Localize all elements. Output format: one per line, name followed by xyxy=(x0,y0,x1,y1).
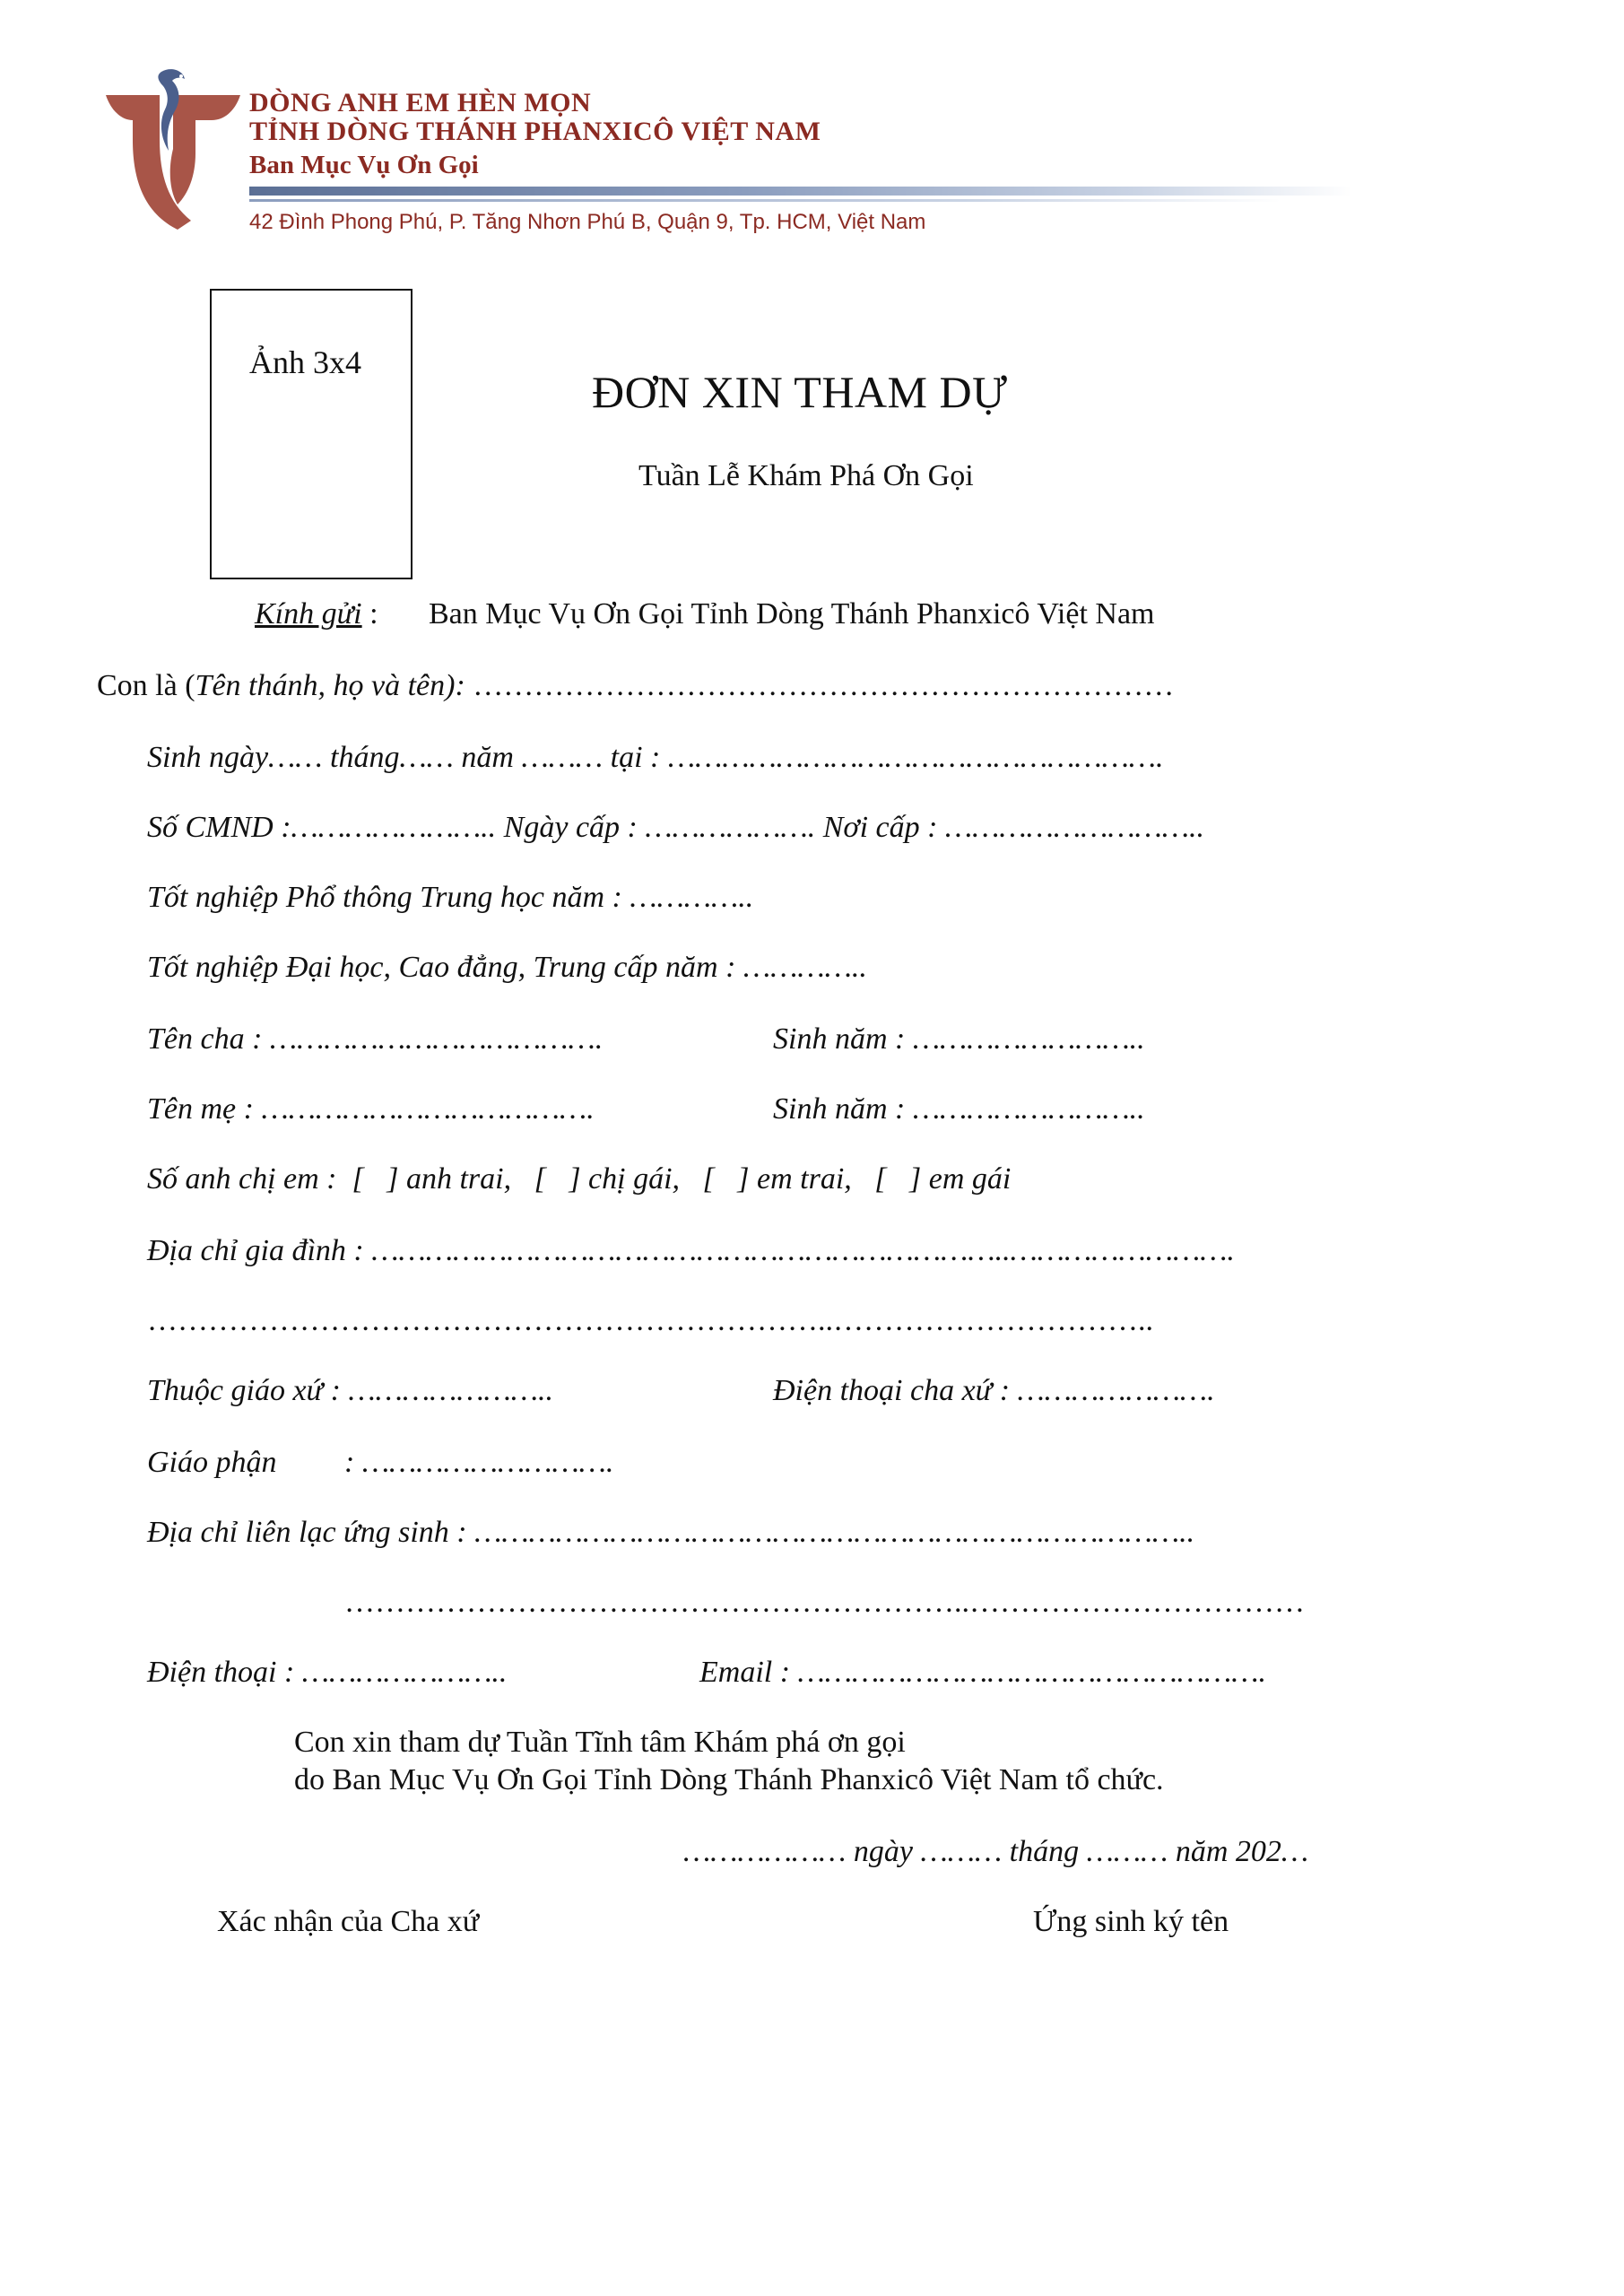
family-address-field: Địa chỉ gia đình : ……………………………………………………………..……………………. xyxy=(147,1234,1235,1267)
applicant-signature: Ứng sinh ký tên xyxy=(1033,1905,1229,1938)
high-school-field: Tốt nghiệp Phổ thông Trung học năm : ………….. xyxy=(147,881,754,914)
name-prefix: Con là ( xyxy=(97,669,195,702)
recipient-value: Ban Mục Vụ Ơn Gọi Tỉnh Dòng Thánh Phanxicô Việt Nam xyxy=(429,597,1155,631)
birth-field: Sinh ngày…… tháng…… năm ……… tại : ………………………………………………. xyxy=(147,741,1164,774)
father-name-field: Tên cha : ………………………………. xyxy=(147,1022,604,1056)
id-card-field: Số CMND :………………….. Ngày cấp : ………………. Nơi cấp : ……………………….. xyxy=(147,811,1205,844)
family-address-continued: …………………………………………………………..………………………….. xyxy=(147,1304,1153,1337)
photo-label: Ảnh 3x4 xyxy=(249,344,361,380)
org-name-line1: DÒNG ANH EM HÈN MỌN xyxy=(249,88,592,117)
parish-field: Thuộc giáo xứ : ………………….. xyxy=(147,1374,554,1407)
father-birth-field: Sinh năm : …………………….. xyxy=(773,1022,1145,1056)
request-line-1: Con xin tham dự Tuần Tĩnh tâm Khám phá ơn gọi xyxy=(294,1726,906,1759)
recipient-label: Kính gửi xyxy=(255,597,362,631)
phone-field: Điện thoại : ………………….. xyxy=(147,1656,508,1689)
siblings-field: Số anh chị em : [ ] anh trai, [ ] chị gái, [ ] em trai, [ ] em gái xyxy=(147,1162,1012,1196)
university-field: Tốt nghiệp Đại học, Cao đẳng, Trung cấp năm : ………….. xyxy=(147,951,867,984)
org-address: 42 Đình Phong Phú, P. Tăng Nhơn Phú B, Quận 9, Tp. HCM, Việt Nam xyxy=(249,210,926,234)
recipient-colon: : xyxy=(361,597,378,631)
form-subtitle: Tuần Lễ Khám Phá Ơn Gọi xyxy=(638,459,974,492)
name-dots: …………………………………………………………… xyxy=(465,669,1175,702)
recipient-line xyxy=(255,597,378,631)
request-line-2: do Ban Mục Vụ Ơn Gọi Tỉnh Dòng Thánh Phanxicô Việt Nam tổ chức. xyxy=(294,1763,1164,1796)
contact-address-continued: ……………………………………………………..…………………………… xyxy=(344,1586,1305,1619)
mother-name-field: Tên mẹ : ………………………………. xyxy=(147,1092,595,1126)
org-name-line2: TỈNH DÒNG THÁNH PHANXICÔ VIỆT NAM xyxy=(249,117,821,146)
form-title: ĐƠN XIN THAM DỰ xyxy=(592,367,1008,417)
name-field xyxy=(97,669,1174,703)
photo-placeholder xyxy=(210,289,413,579)
parish-priest-confirmation: Xác nhận của Cha xứ xyxy=(217,1905,480,1938)
header-divider xyxy=(249,187,1352,196)
header-divider-thin xyxy=(249,199,1281,202)
mother-birth-field: Sinh năm : …………………….. xyxy=(773,1092,1145,1126)
diocese-label: Giáo phận xyxy=(147,1446,277,1479)
email-field: Email : ……………………………………………. xyxy=(699,1656,1266,1689)
province-logo xyxy=(106,68,240,235)
contact-address-field: Địa chỉ liên lạc ứng sinh : …………………………………………………………………….. xyxy=(147,1516,1195,1549)
diocese-dots: : ………………………. xyxy=(344,1446,614,1479)
parish-phone-field: Điện thoại cha xứ : …………………. xyxy=(773,1374,1215,1407)
date-line: ……………… ngày ……… tháng ……… năm 202… xyxy=(683,1835,1309,1868)
name-label: Tên thánh, họ và tên): xyxy=(195,669,465,702)
org-department: Ban Mục Vụ Ơn Gọi xyxy=(249,151,479,179)
